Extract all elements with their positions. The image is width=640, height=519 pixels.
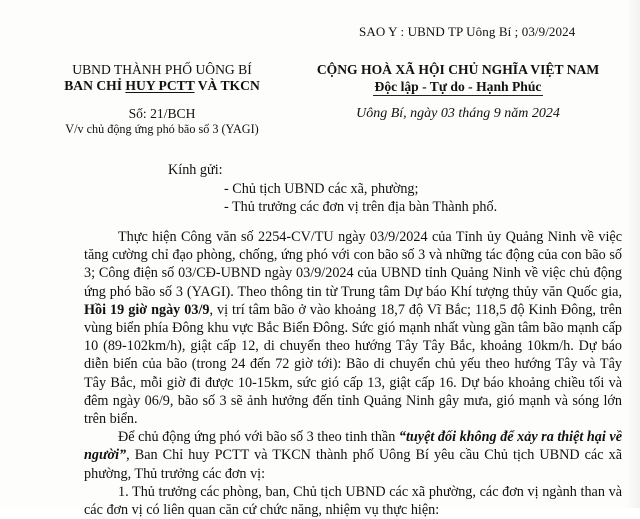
document-body [84,228,622,519]
para2-text-continued: , Ban Chỉ huy PCTT và TKCN thành phố Uông Bí yêu cầu Chủ tịch UBND các xã phường, Thủ trưởng các đơn vị: [84,447,622,482]
para1-text: Thực hiện Công văn số 2254-CV/TU ngày 03/9/2024 của Tỉnh ủy Quảng Ninh về việc tăng cường chỉ đạo phòng, chống, ứng phó với con bão số 3 và những tác động của con bão số 3; Công điện số 03/CĐ-UBND ngày 03/9/2024 của UBND tỉnh Quảng Ninh về việc chủ động ứng phó bão số 3 (YAGI). Theo thông tin từ Trung tâm Dự báo Khí tượng thủy văn Quốc gia, [84,229,622,300]
issuing-organization [62,78,262,94]
org-name-suffix: VÀ TKCN [194,78,260,93]
salutation: Kính gửi: [168,162,223,178]
para1-bold-time: Hồi 19 giờ ngày 03/9 [84,301,210,318]
body-paragraph-2 [84,428,622,483]
body-paragraph-3: 1. Thủ trưởng các phòng, ban, Chủ tịch UBND các xã phường, các đơn vị ngành than và các đơn vị có liên quan căn cứ chức năng, nhiệm vụ thực hiện: [84,483,622,519]
issuing-agency-header [62,62,262,94]
para2-emphasis: “tuyệt đối không để xảy ra thiệt hại về người” [84,429,622,464]
para1-text-continued: , vị trí tâm bão ở vào khoảng 18,7 độ Vĩ Bắc; 118,5 độ Kinh Đông, trên vùng biển phía Đông khu vực Bắc Biển Đông. Sức gió mạnh nhất vùng gần tâm bão mạnh cấp 10 (89-102km/h), giật cấp 12, di chuyển theo hướng Tây Tây Bắc, khoảng 10km/h. Dự báo diễn biến của bão (trong 24 đến 72 giờ tới): Bão di chuyển chủ yếu theo hướng Tây và Tây Tây Bắc, mỗi giờ đi được 10-15km, sức gió cấp 13, giật cấp 16. Dự báo khoảng chiều tối và đêm ngày 06/9, bão số 3 sẽ ảnh hưởng đến tỉnh Quảng Ninh gây mưa, gió mạnh và sóng lớn trên biển. [84,301,622,428]
copy-stamp: SAO Y : UBND TP Uông Bí ; 03/9/2024 [359,24,576,39]
para2-text: Để chủ động ứng phó với bão số 3 theo tinh thần [118,429,399,446]
place-and-date: Uông Bí, ngày 03 tháng 9 năm 2024 [356,106,560,121]
body-paragraph-1 [84,228,622,428]
document-subject: V/v chủ động ứng phó bão số 3 (YAGI) [65,122,259,136]
parent-organization: UBND THÀNH PHỐ UÔNG BÍ [72,62,252,77]
recipient-item: - Chủ tịch UBND các xã, phường; [224,181,419,197]
recipient-item: - Thủ trưởng các đơn vị trên địa bàn Thành phố. [224,199,498,215]
org-name-underlined: HUY PCTT [125,78,195,93]
national-header [288,62,628,96]
scan-edge-shadow [626,0,640,508]
national-motto: Độc lập - Tự do - Hạnh Phúc [374,79,542,94]
document-number: Số: 21/BCH [128,106,196,121]
recipient-list [224,180,497,216]
org-name-prefix: BAN CHỈ [64,78,126,93]
nation-title: CỘNG HOÀ XÃ HỘI CHỦ NGHĨA VIỆT NAM [316,62,600,77]
